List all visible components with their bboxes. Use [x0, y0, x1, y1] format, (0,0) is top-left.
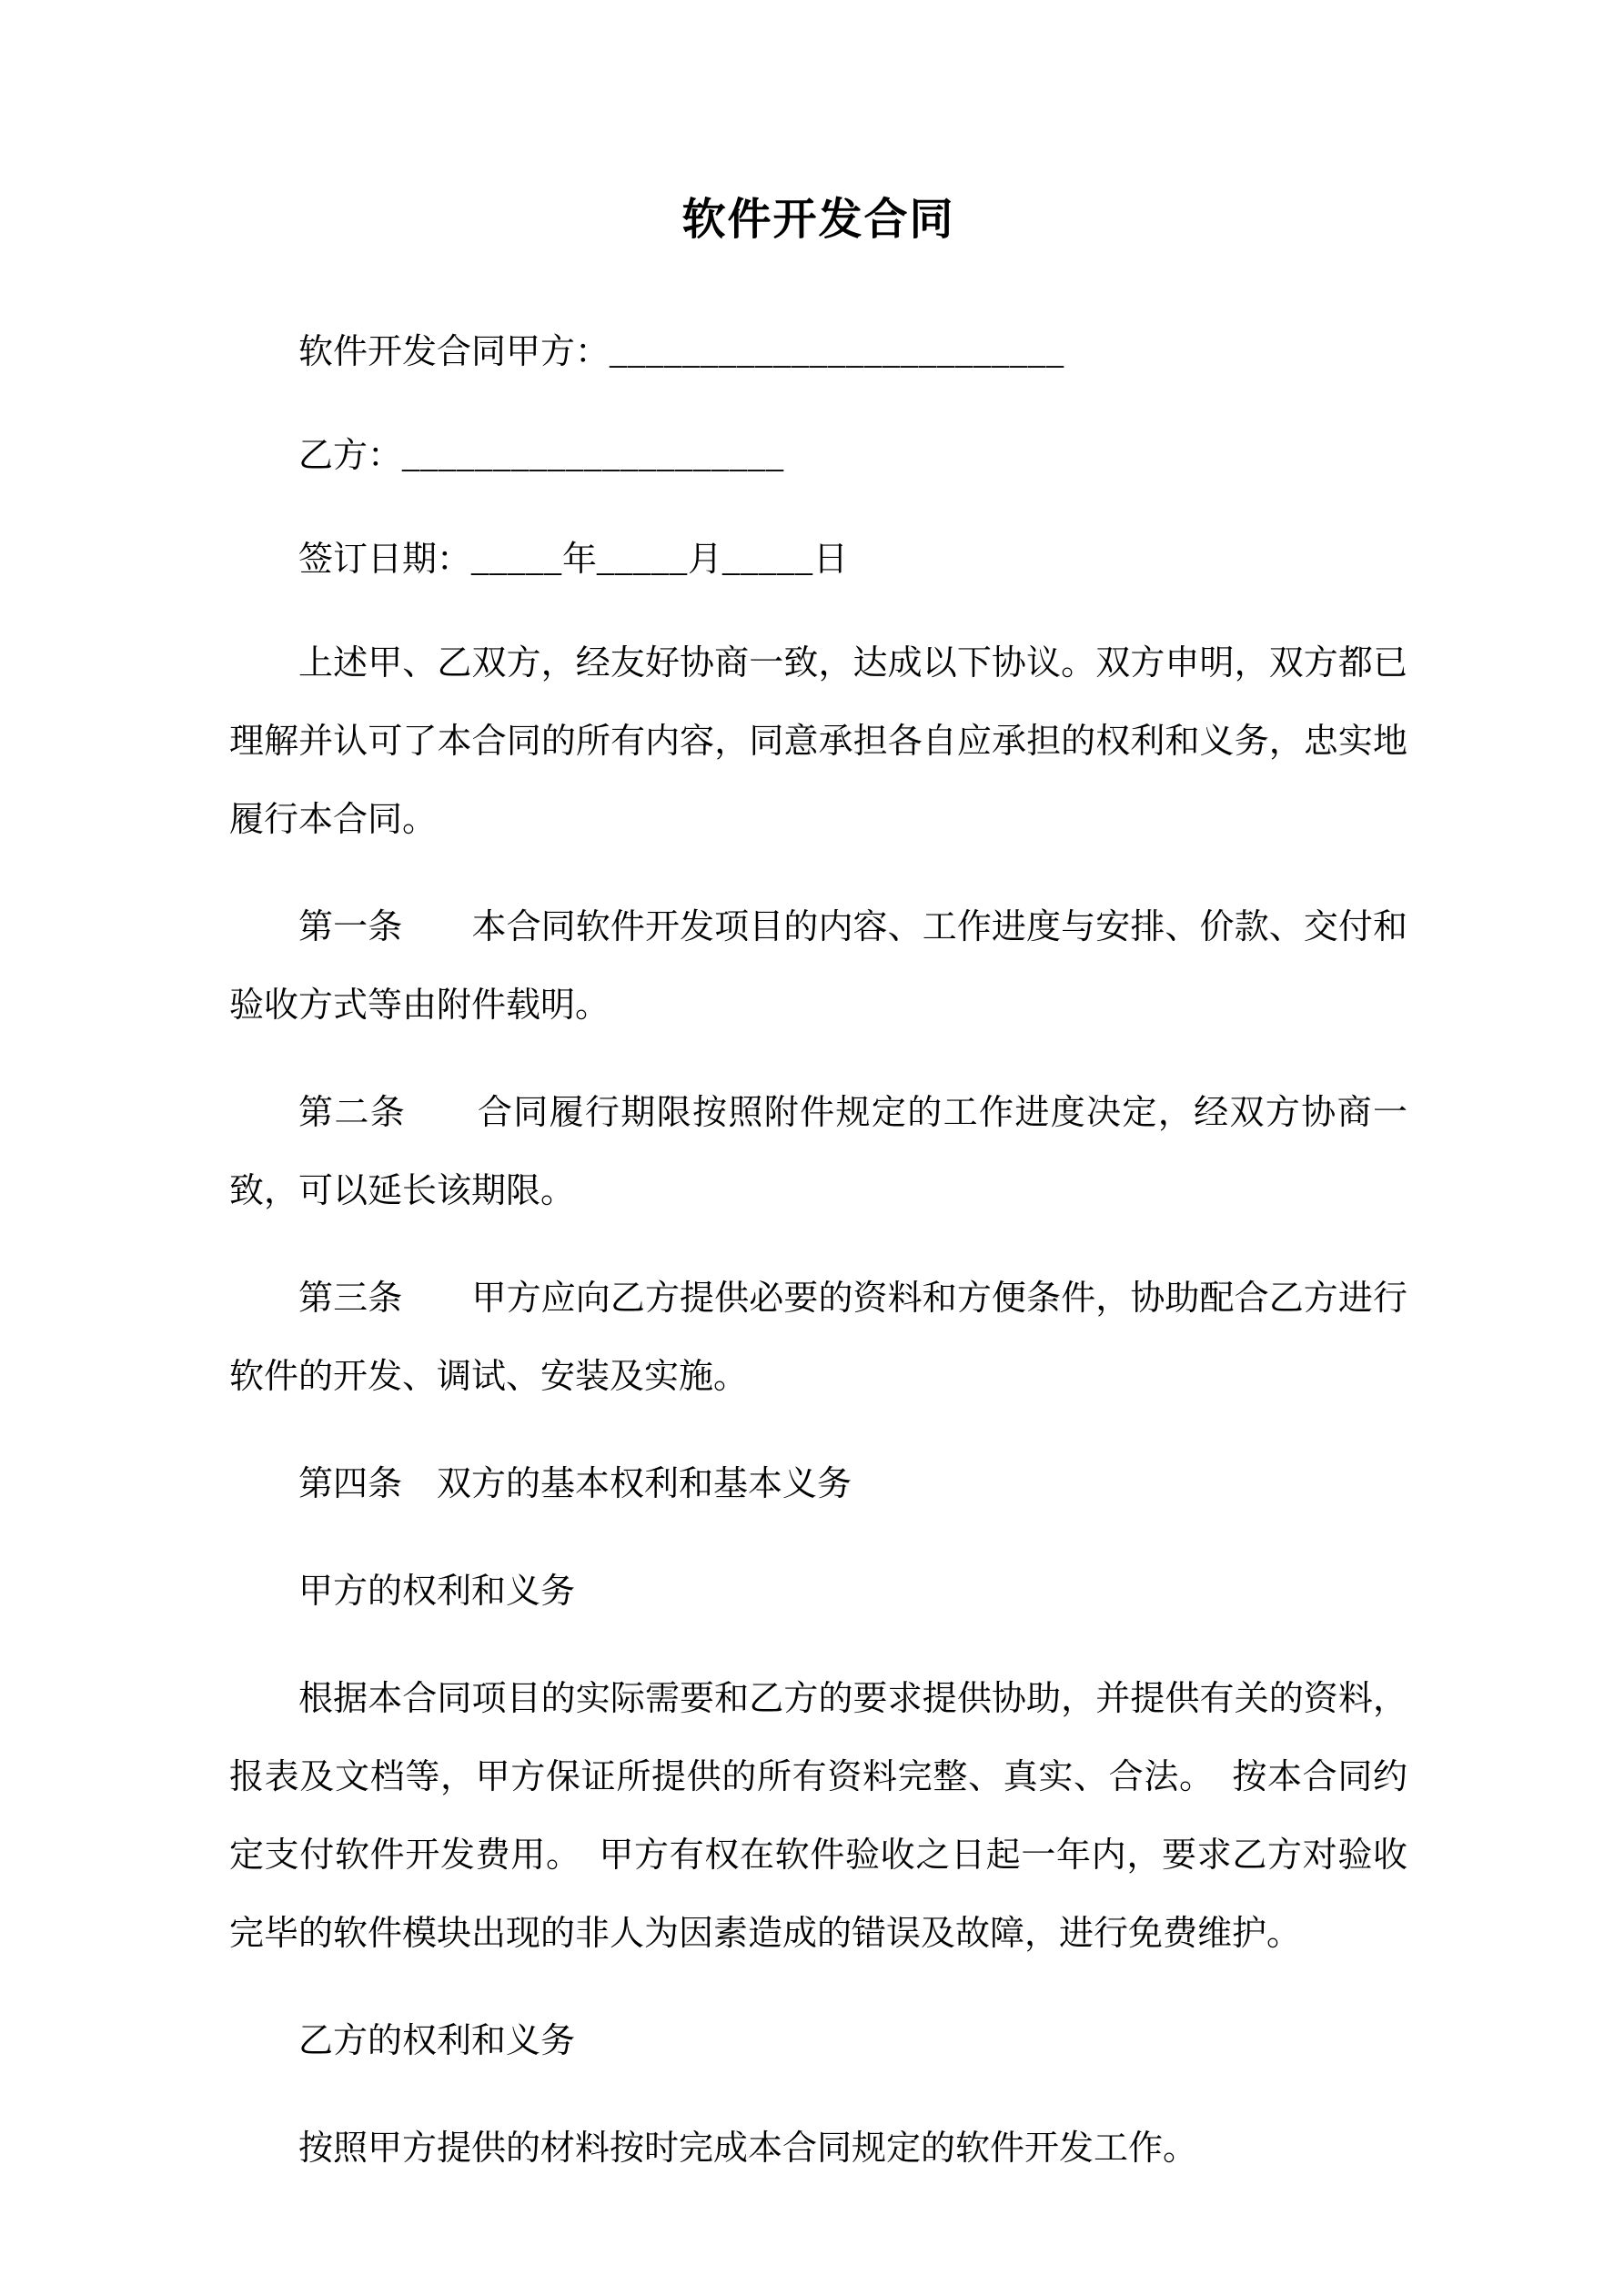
party-b-rights-heading: 乙方的权利和义务	[298, 2022, 576, 2060]
document-title: 软件开发合同	[681, 196, 955, 244]
party-b-label: 乙方：	[298, 437, 403, 475]
signing-date-line	[229, 521, 1407, 599]
signing-date-year-label: 年	[562, 541, 598, 579]
party-a-line	[229, 313, 1407, 391]
signing-date-day-blank: _____	[722, 541, 814, 579]
party-b-obligation-paragraph: 按照甲方提供的材料按时完成本合同规定的软件开发工作。	[298, 2129, 1198, 2168]
signing-date-month-label: 月	[688, 541, 723, 579]
clause-2-paragraph: 第二条 合同履行期限按照附件规定的工作进度决定，经双方协商一致，可以延长该期限。	[229, 1094, 1407, 1210]
clause-3-paragraph: 第三条 甲方应向乙方提供必要的资料和方便条件，协助配合乙方进行软件的开发、调试、安装及实施。	[229, 1279, 1407, 1396]
party-b-line	[229, 417, 1407, 495]
signing-date-day-label: 日	[813, 541, 849, 579]
party-a-label: 软件开发合同甲方：	[298, 333, 610, 371]
clause-4-heading: 第四条 双方的基本权利和基本义务	[298, 1465, 852, 1503]
signing-date-year-blank: _____	[471, 541, 563, 579]
signing-date-month-blank: _____	[597, 541, 689, 579]
party-a-rights-paragraph: 根据本合同项目的实际需要和乙方的要求提供协助，并提供有关的资料，报表及文档等，甲方保证所提供的所有资料完整、真实、合法。 按本合同约定支付软件开发费用。 甲方有权在软件验收之日起一年内，要求乙方对验收完毕的软件模块出现的非人为因素造成的错误及故障，进行免费维护。	[229, 1680, 1407, 1953]
party-b-blank: _____________________	[402, 437, 785, 475]
party-a-blank: _________________________	[610, 333, 1065, 371]
signing-date-label: 签订日期：	[298, 541, 472, 579]
intro-paragraph: 上述甲、乙双方，经友好协商一致，达成以下协议。双方申明，双方都已理解并认可了本合同的所有内容，同意承担各自应承担的权利和义务，忠实地履行本合同。	[229, 644, 1407, 839]
clause-1-paragraph: 第一条 本合同软件开发项目的内容、工作进度与安排、价款、交付和验收方式等由附件载明。	[229, 908, 1407, 1025]
party-a-rights-heading: 甲方的权利和义务	[298, 1573, 576, 1611]
